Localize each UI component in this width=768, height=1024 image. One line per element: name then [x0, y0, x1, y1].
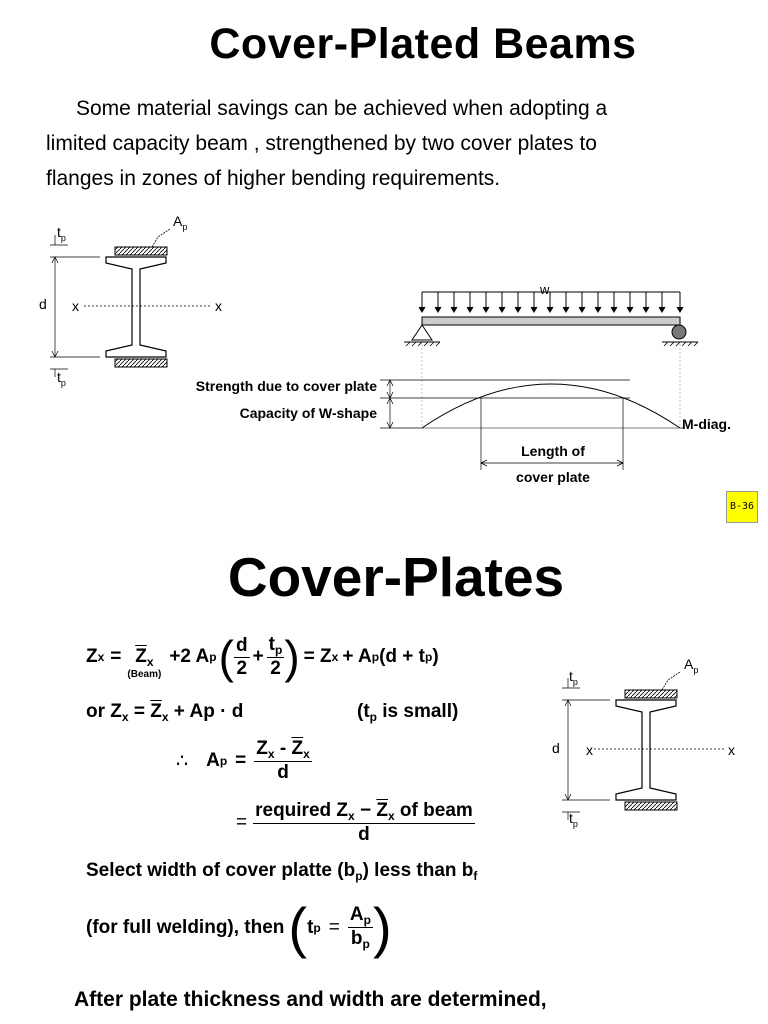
equation-or-zx: or $Z_x = \overline{Z}_x + Ap \cdot d$: [86, 701, 244, 724]
x-axis-label: x: [586, 742, 593, 758]
capacity-label: Capacity of W-shape: [239, 405, 377, 421]
beam-section-diagram: [548, 660, 768, 835]
intro-line: Some material savings can be achieved when adopting a: [76, 97, 608, 120]
x-axis-label: x: [215, 298, 222, 314]
tp-label: $t_p$: [569, 810, 578, 829]
tp-label: $t_p$: [57, 224, 66, 243]
equation-ap: ∴ A p = $\frac{Z_x - \overline{Z}_x}{d}$: [176, 738, 310, 783]
ap-label: $A_p$: [684, 656, 699, 675]
d-label: d: [39, 296, 47, 312]
bottom-paragraph: After plate thickness and width are determined,: [74, 988, 547, 1011]
equation-ap-required: = $\frac{required Z_x - \overline{Z}_x of beam}{d}$: [236, 800, 473, 845]
load-label: w: [540, 282, 550, 297]
slide-title: Cover-Plated Beams: [209, 20, 637, 68]
full-welding-equation: (for full welding), then ( t p = $\frac{A_p}{b_p}$ ): [86, 896, 392, 959]
ap-label: $A_p$: [173, 213, 188, 232]
distributed-load-arrows: [419, 292, 683, 312]
d-label: d: [552, 740, 560, 756]
intro-line: flanges in zones of higher bending requirements.: [46, 167, 501, 190]
select-width-text: Select width of cover platte $(b_p)$ less than $b_f$: [86, 860, 478, 883]
intro-paragraph: [46, 91, 726, 196]
x-axis-label: x: [728, 742, 735, 758]
x-axis-label: x: [72, 298, 79, 314]
tp-label: $t_p$: [569, 668, 578, 687]
equation-zx: Z x = $\overline{Z}_x$ (Beam) +2 A p ( $\frac{d}{2}$ + $\frac{t_p}{2}$ ) = Z x + A p (d + t p ): [86, 631, 439, 683]
slide-note-badge[interactable]: B-36: [726, 491, 758, 523]
tp-label: $t_p$: [57, 369, 66, 388]
length-label: cover plate: [516, 469, 590, 485]
strength-label: Strength due to cover plate: [195, 378, 377, 394]
tp-small-note: ($t_p$ is small): [357, 701, 459, 724]
m-diag-label: M-diag.: [682, 416, 731, 432]
length-label: Length of: [521, 443, 585, 459]
slide-title: Cover-Plates: [227, 546, 565, 608]
intro-line: limited capacity beam , strengthened by two cover plates to: [46, 132, 597, 155]
